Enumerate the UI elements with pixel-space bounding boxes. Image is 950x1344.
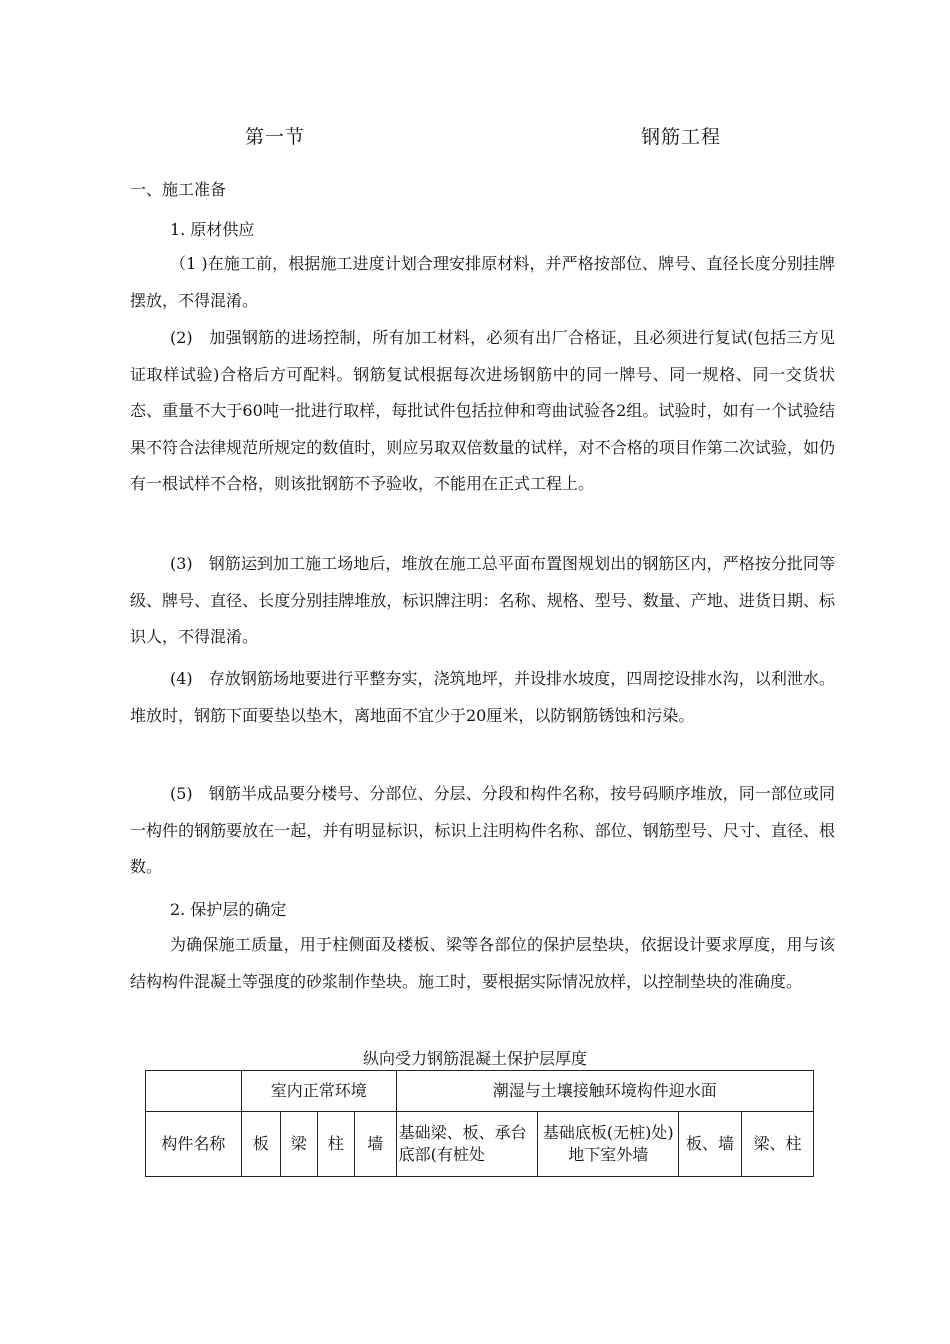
table-col-name: 构件名称: [146, 1112, 242, 1177]
paragraph-2: (2) 加强钢筋的进场控制，所有加工材料，必须有出厂合格证，且必须进行复试(包括三方见证取样试验)合格后方可配料。钢筋复试根据每次进场钢筋中的同一牌号、同一规格、同一交货状态、重量不大于60吨一批进行取样，每批试件包括拉伸和弯曲试验各2组。试验时，如有一个试验结果不符合法律规范所规定的数值时，则应另取双倍数量的试样，对不合格的项目作第二次试验，如仍有一根试样不合格，则该批钢筋不予验收，不能用在正式工程上。: [130, 328, 835, 493]
table-col-slab-wall: 板、墙: [679, 1112, 742, 1177]
table-col-slab: 板: [241, 1112, 280, 1177]
paragraph-3: (3) 钢筋运到加工施工场地后，堆放在施工总平面布置图规划出的钢筋区内，严格按分批同等级、牌号、直径、长度分别挂牌堆放，标识牌注明：名称、规格、型号、数量、产地、进货日期、标识人，不得混淆。: [130, 554, 835, 646]
section-title: 钢筋工程: [641, 126, 722, 148]
paragraph-1: （1 )在施工前，根据施工进度计划合理安排原材料，并严格按部位、牌号、直径长度分别挂牌摆放，不得混淆。: [130, 254, 835, 310]
table-col-beam: 梁: [280, 1112, 317, 1177]
table-cell-empty: [146, 1071, 242, 1112]
subheading-cover-layer: 2. 保护层的确定: [170, 900, 287, 919]
table-col-foundation-slab: 基础底板(无桩)处)地下室外墙: [538, 1112, 679, 1177]
cover-thickness-table: [145, 1070, 814, 1177]
paragraph-6: 为确保施工质量，用于柱侧面及楼板、梁等各部位的保护层垫块，依据设计要求厚度，用与该结构构件混凝土等强度的砂浆制作垫块。施工时，要根据实际情况放样，以控制垫块的准确度。: [130, 935, 835, 991]
table-col-beam-column: 梁、柱: [742, 1112, 814, 1177]
part-heading-preparation: 一、施工准备: [130, 180, 227, 199]
table-subheader-row: [146, 1112, 814, 1177]
table-col-column: 柱: [317, 1112, 354, 1177]
table-col-foundation-beam: 基础梁、板、承台底部(有桩处: [396, 1112, 538, 1177]
table-header-row: [146, 1071, 814, 1112]
subheading-material-supply: 1. 原材供应: [170, 220, 255, 239]
paragraph-4: (4) 存放钢筋场地要进行平整夯实，浇筑地坪，并设排水坡度，四周挖设排水沟，以利泄水。堆放时，钢筋下面要垫以垫木，离地面不宜少于20厘米，以防钢筋锈蚀和污染。: [130, 669, 835, 725]
table-col-wall: 墙: [354, 1112, 396, 1177]
paragraph-5: (5) 钢筋半成品要分楼号、分部位、分层、分段和构件名称，按号码顺序堆放，同一部位或同一构件的钢筋要放在一起，并有明显标识，标识上注明构件名称、部位、钢筋型号、尺寸、直径、根数。: [130, 784, 835, 876]
table-caption: 纵向受力钢筋混凝土保护层厚度: [362, 1049, 587, 1068]
table-group-wet: 潮湿与土壤接触环境构件迎水面: [396, 1071, 813, 1112]
table-group-indoor: 室内正常环境: [241, 1071, 396, 1112]
section-number: 第一节: [245, 126, 306, 148]
